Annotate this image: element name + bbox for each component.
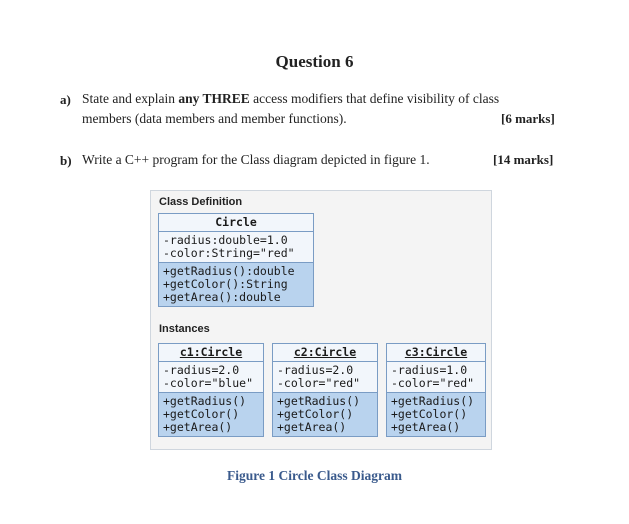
instance-methods [273, 393, 377, 436]
part-a-text [82, 89, 552, 109]
instance-method: +getColor() [163, 407, 240, 421]
instance-method: +getArea() [277, 420, 347, 434]
instance-method: +getRadius() [277, 394, 361, 408]
instance-attribute: -color="red" [277, 376, 361, 390]
instance-name: c2:Circle [273, 344, 377, 362]
circle-class-attributes [159, 232, 313, 263]
class-definition-label: Class Definition [159, 196, 243, 208]
instance-attribute: -color="red" [391, 376, 475, 390]
instance-method: +getArea() [391, 420, 461, 434]
instance-attribute: -color="blue" [163, 376, 254, 390]
instance-attribute: -radius=1.0 [391, 363, 468, 377]
part-a-text-start: State and explain [82, 91, 179, 106]
instance-method: +getRadius() [163, 394, 247, 408]
figure-caption: Figure 1 Circle Class Diagram [227, 468, 402, 483]
instance-c1-box [158, 343, 264, 437]
question-heading: Question 6 [275, 52, 354, 71]
class-method: +getArea():double [163, 290, 281, 304]
part-a-text-end: access modifiers that define visibility of class [249, 91, 500, 106]
instance-name: c3:Circle [387, 344, 485, 362]
instance-c2-box [272, 343, 378, 437]
instance-methods [387, 393, 485, 436]
part-a-label: a) [60, 92, 71, 107]
class-attribute: -color:String="red" [163, 246, 295, 260]
part-a-text-line2: members (data members and member functions). [82, 111, 347, 126]
circle-class-name: Circle [159, 214, 313, 232]
part-b-label: b) [60, 153, 72, 168]
instance-method: +getArea() [163, 420, 233, 434]
instance-attributes [159, 362, 263, 393]
circle-class-box [158, 213, 314, 307]
class-attribute: -radius:double=1.0 [163, 233, 288, 247]
class-diagram-figure [150, 190, 492, 450]
part-b-marks: [14 marks] [493, 152, 554, 167]
part-b-text: Write a C++ program for the Class diagram depicted in figure 1. [82, 152, 430, 167]
instance-attributes [273, 362, 377, 393]
instance-c3-box [386, 343, 486, 437]
instance-methods [159, 393, 263, 436]
instance-attribute: -radius=2.0 [277, 363, 354, 377]
instance-method: +getColor() [277, 407, 354, 421]
circle-class-methods [159, 263, 313, 306]
instance-method: +getColor() [391, 407, 468, 421]
instance-attribute: -radius=2.0 [163, 363, 240, 377]
instance-attributes [387, 362, 485, 393]
instance-name: c1:Circle [159, 344, 263, 362]
class-method: +getRadius():double [163, 264, 295, 278]
class-method: +getColor():String [163, 277, 288, 291]
part-a-marks: [6 marks] [501, 111, 555, 126]
instances-label: Instances [159, 323, 210, 335]
instance-method: +getRadius() [391, 394, 475, 408]
part-a-emphasis: any THREE [178, 91, 250, 106]
